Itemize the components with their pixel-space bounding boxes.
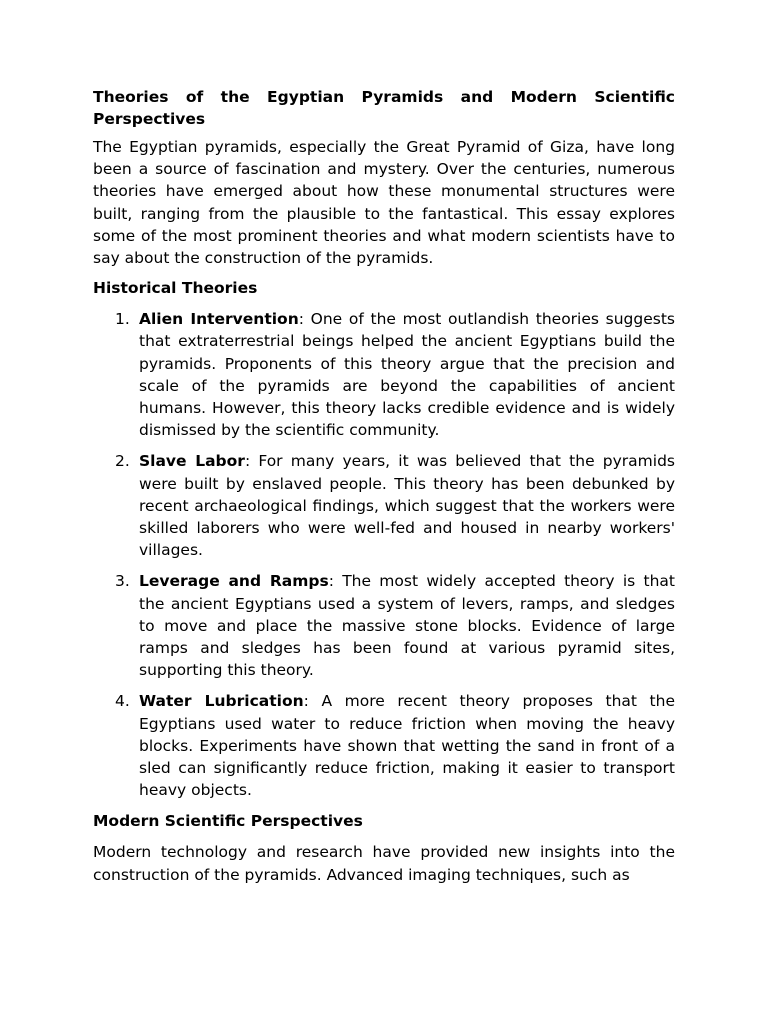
list-item (93, 308, 675, 441)
list-item-number: 2. (115, 452, 130, 471)
document-title: Theories of the Egyptian Pyramids and Modern Scientific Perspectives (93, 88, 675, 128)
list-item-text: : A more recent theory proposes that the Egyptians used water to reduce friction when moving the heavy blocks. Experiments have shown that wetting the sand in front of a sled can significantly reduce friction, making it easier to transport heavy objects. (139, 692, 675, 800)
list-item-term: Slave Labor (139, 452, 245, 471)
list-item (93, 690, 675, 801)
list-item-text: : The most widely accepted theory is that the ancient Egyptians used a system of levers, ramps, and sledges to move and place the massive stone blocks. Evidence of large ramps and sledges has been found at various pyramid sites, supporting this theory. (139, 572, 675, 680)
intro-paragraph: The Egyptian pyramids, especially the Great Pyramid of Giza, have long been a source of fascination and mystery. Over the centuries, numerous theories have emerged about how these monumental structures were built, ranging from the plausible to the fantastical. This essay explores some of the most prominent theories and what modern scientists have to say about the construction of the pyramids. (93, 138, 675, 268)
list-item-text: : For many years, it was believed that the pyramids were built by enslaved people. This theory has been debunked by recent archaeological findings, which suggest that the workers were skilled laborers who were well-fed and housed in nearby workers' villages. (139, 452, 675, 560)
list-item (93, 450, 675, 561)
modern-perspectives-heading: Modern Scientific Perspectives (93, 812, 363, 831)
theories-list (93, 308, 675, 801)
list-item (93, 570, 675, 681)
historical-theories-heading: Historical Theories (93, 279, 258, 298)
document-page (93, 86, 675, 894)
list-item-term: Water Lubrication (139, 692, 304, 711)
list-item-term: Leverage and Ramps (139, 572, 329, 591)
modern-paragraph: Modern technology and research have provided new insights into the construction of the pyramids. Advanced imaging techniques, such as (93, 843, 675, 884)
list-item-text: : One of the most outlandish theories suggests that extraterrestrial beings helped the ancient Egyptians build the pyramids. Proponents of this theory argue that the precision and scale of the pyramids are beyond the capabilities of ancient humans. However, this theory lacks credible evidence and is widely dismissed by the scientific community. (139, 310, 675, 440)
list-item-number: 3. (115, 572, 130, 591)
list-item-number: 4. (115, 692, 130, 711)
list-item-number: 1. (115, 310, 130, 329)
list-item-term: Alien Intervention (139, 310, 299, 329)
